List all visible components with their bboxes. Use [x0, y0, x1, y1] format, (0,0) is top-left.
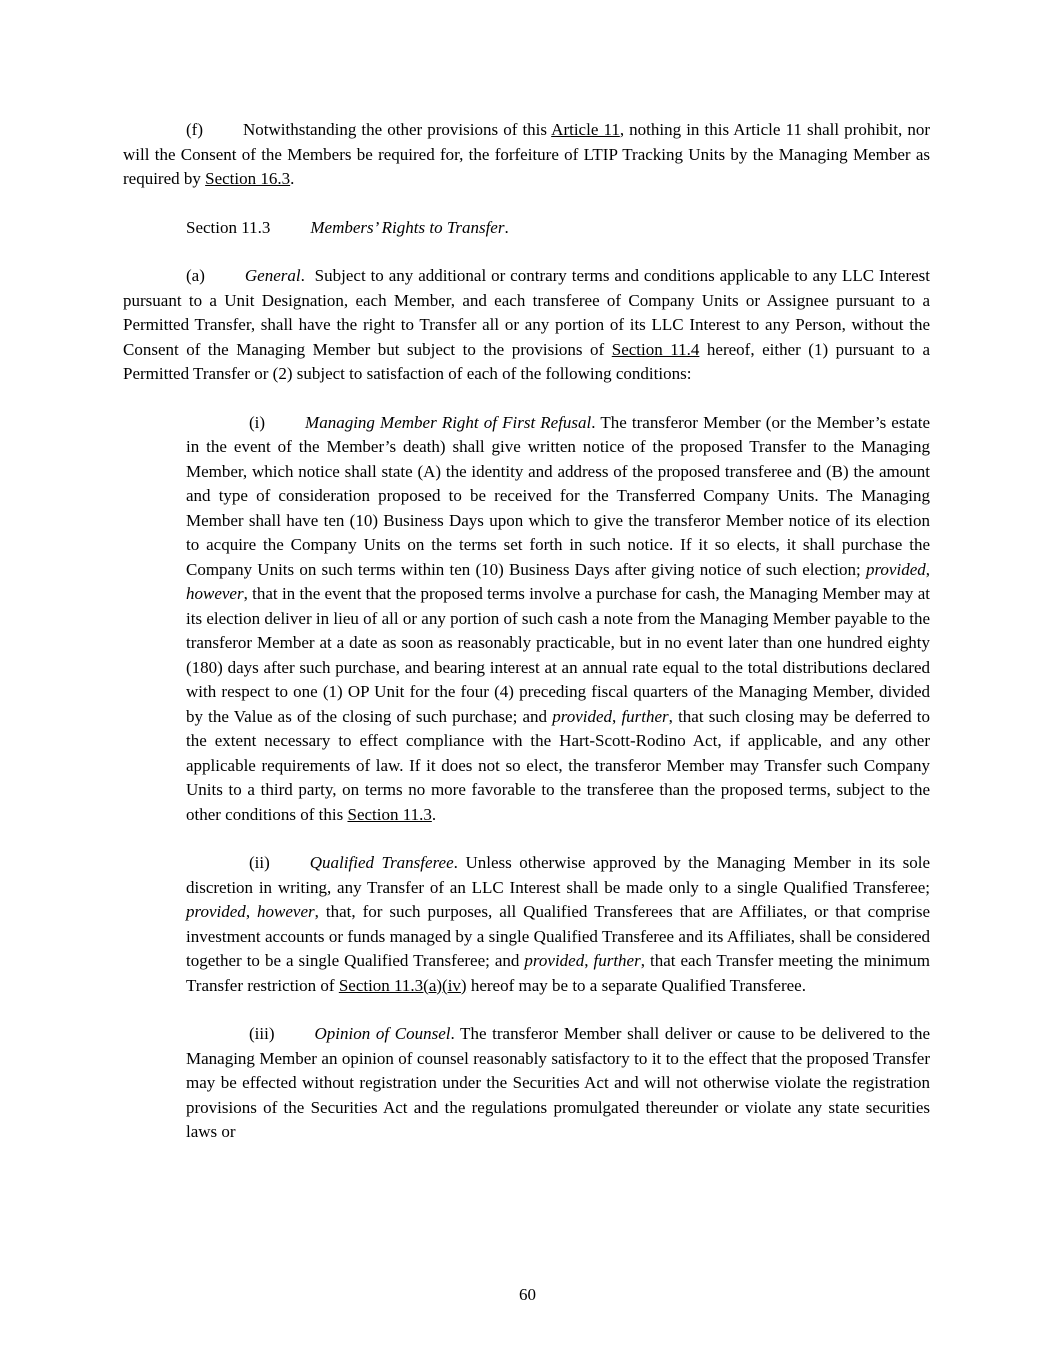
text-run: (f) — [186, 120, 203, 139]
text-run: Opinion of Counsel — [314, 1024, 451, 1043]
text-run: , that in the event that the proposed terms involve a purchase for cash, the Managing Member may at its election deliver in lieu of all or any portion of such cash a note from the Managing Member payable to the transferor Member at a date as soon as reasonably practicable, but in no event later than one hundred eighty (180) days after such purchase, and bearing interest at an annual rate equal to the total distributions declared with respect to one (1) OP Unit for the four (4) preceding fiscal quarters of the Managing Member, divided by the Value as of the closing of such purchase; and — [186, 584, 930, 726]
text-run: , that such closing may be deferred to the extent necessary to effect compliance with the Hart-Scott-Rodino Act, if applicable, and any other applicable requirements of law. If it does not so elect, the transferor Member may Transfer such Company Units to a third party, on terms no more favorable to the transferee than the proposed terms, subject to the other conditions of this — [186, 706, 931, 824]
text-run: Managing Member Right of First Refusal — [305, 412, 592, 432]
paragraph-a — [123, 264, 930, 387]
text-run: (i) — [249, 412, 266, 432]
subparagraph-iii — [186, 1022, 930, 1145]
text-run: (ii) — [249, 853, 270, 872]
text-run: , — [612, 706, 622, 726]
text-run: provided — [865, 559, 926, 579]
section-ref-link[interactable]: Section 11.4 — [611, 339, 700, 359]
section-ref-link[interactable]: Section 11.3 — [347, 804, 432, 824]
text-run: provided — [524, 951, 585, 970]
text-run: Section 11.3 — [186, 217, 271, 237]
subparagraph-i — [186, 411, 930, 828]
section-ref-link[interactable]: Section 11.3(a)(iv) — [338, 975, 467, 995]
section-ref-link[interactable]: Section 16.3 — [205, 169, 291, 188]
text-run: . Unless otherwise approved by the Managing Member in its sole discretion in writing, any Transfer of an LLC Interest shall be made only to a single Qualified Transferee; — [186, 853, 931, 897]
section-ref-link[interactable]: Article 11 — [551, 120, 620, 139]
text-run: , — [584, 951, 594, 970]
text-run: further — [621, 706, 669, 726]
text-run: , that, for such purposes, all Qualified Transferees that are Affiliates, or that comprise investment accounts or funds managed by a single Qualified Transferee and its Affiliates, shall be considered together to be a single Qualified Transferee; and — [186, 902, 930, 970]
text-run: however — [257, 902, 315, 921]
text-run: , that each Transfer meeting the minimum Transfer restriction of — [186, 951, 930, 995]
text-run: hereof may be to a separate Qualified Transferee. — [466, 975, 806, 995]
text-run: provided — [186, 902, 246, 921]
text-run: . Subject to any additional or contrary terms and conditions applicable to any LLC Interest pursuant to a Unit Designation, each Member, and each transferee of Company Units or Assignee pursuant to a Permitted Transfer, shall have the right to Transfer all or any portion of its LLC Interest to any Person, without the Consent of the Managing Member but subject to the provisions of — [123, 266, 930, 359]
text-run: provided — [552, 706, 613, 726]
text-run: Qualified Transferee — [309, 853, 454, 872]
text-run: however — [186, 584, 244, 603]
document-body — [123, 118, 930, 1169]
text-run: , — [925, 559, 930, 579]
text-run: hereof, either (1) pursuant to a Permitted Transfer or (2) subject to satisfaction of each of the following conditions: — [123, 339, 930, 383]
subparagraph-ii — [186, 851, 930, 998]
text-run: Members’ Rights to Transfer — [310, 217, 505, 237]
text-run: further — [593, 951, 641, 970]
section-11-3-heading — [123, 216, 930, 241]
text-run: (a) — [186, 266, 205, 285]
text-run: General — [244, 266, 301, 285]
text-run: . — [504, 217, 509, 237]
text-run: . — [431, 804, 437, 824]
text-run: . — [290, 169, 295, 188]
text-run: (iii) — [249, 1024, 275, 1043]
text-run: . The transferor Member (or the Member’s estate in the event of the Member’s death) shall give written notice of the proposed Transfer to the Managing Member, which notice shall state (A) the identity and address of the proposed transferee and (B) the amount and type of consideration proposed to be received for the Transferred Company Units. The Managing Member shall have ten (10) Business Days upon which to give the transferor Member notice of its election to acquire the Company Units on the terms set forth in such notice. If it so elects, it shall purchase the Company Units on such terms within ten (10) Business Days after giving notice of such election; — [186, 412, 930, 579]
text-run: , nothing in this Article 11 shall prohibit, nor will the Consent of the Members be required for, the forfeiture of LTIP Tracking Units by the Managing Member as required by — [123, 120, 930, 188]
text-run: , — [245, 902, 258, 921]
paragraph-f — [123, 118, 930, 192]
text-run: Notwithstanding the other provisions of this — [242, 120, 552, 139]
text-run: . The transferor Member shall deliver or cause to be delivered to the Managing Member an opinion of counsel reasonably satisfactory to it to the effect that the proposed Transfer may be effected without registration under the Securities Act and will not otherwise violate the registration provisions of the Securities Act and the regulations promulgated thereunder or violate any state securities laws or — [186, 1024, 930, 1141]
page-number: 60 — [519, 1284, 536, 1304]
